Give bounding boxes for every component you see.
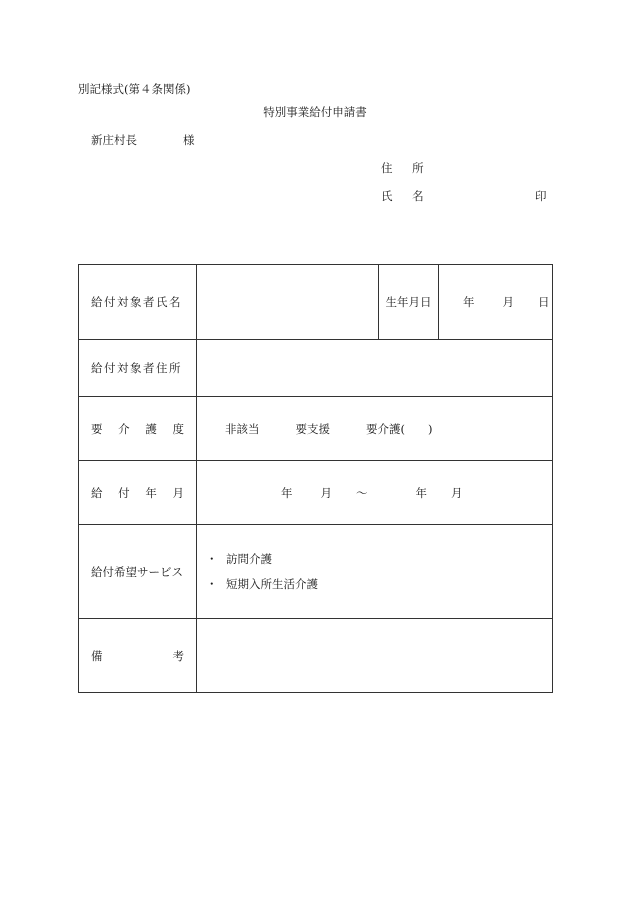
list-item[interactable]	[206, 551, 552, 567]
birthdate-month-unit: 月	[502, 295, 514, 309]
care-option-care-required[interactable]: 要介護( )	[366, 421, 433, 436]
desired-service-options	[197, 525, 553, 619]
birthdate-label: 生年月日	[379, 265, 439, 340]
remarks-field[interactable]	[197, 619, 553, 693]
period-from-month-unit: 月	[320, 485, 332, 500]
recipient-address-label: 給付対象者住所	[79, 340, 197, 397]
period-tilde: 〜	[356, 485, 368, 500]
list-item[interactable]	[206, 576, 552, 592]
remarks-label: 備 考	[79, 619, 197, 693]
table-row	[79, 525, 553, 619]
birthdate-day-unit: 日	[538, 295, 550, 309]
application-table	[78, 264, 553, 693]
care-level-options	[197, 397, 553, 461]
document-title: 特別事業給付申請書	[263, 105, 367, 119]
table-row	[79, 397, 553, 461]
table-row	[79, 619, 553, 693]
recipient-name-field[interactable]	[197, 265, 379, 340]
bullet-icon: ・	[206, 577, 218, 591]
care-level-label: 要 介 護 度	[79, 397, 197, 461]
period-to-year-unit: 年	[415, 485, 427, 500]
applicant-address-label: 住 所	[381, 161, 432, 175]
service-short-stay: 短期入所生活介護	[226, 577, 318, 591]
bullet-icon: ・	[206, 552, 218, 566]
benefit-period-field[interactable]	[197, 461, 553, 525]
table-row	[79, 461, 553, 525]
care-option-support-required[interactable]: 要支援	[295, 421, 330, 436]
table-row	[79, 340, 553, 397]
care-option-not-applicable[interactable]: 非該当	[225, 421, 260, 436]
addressee-honorific: 様	[183, 133, 195, 147]
benefit-period-label: 給 付 年 月	[79, 461, 197, 525]
service-home-care: 訪問介護	[226, 552, 272, 566]
desired-service-label: 給付希望サービス	[79, 525, 197, 619]
seal-mark: 印	[535, 189, 547, 203]
period-to-month-unit: 月	[451, 485, 463, 500]
recipient-address-field[interactable]	[197, 340, 553, 397]
table-row	[79, 265, 553, 340]
form-number: 別記様式(第４条関係)	[78, 82, 191, 96]
addressee	[91, 132, 195, 148]
birthdate-field[interactable]	[439, 265, 553, 340]
recipient-name-label: 給付対象者氏名	[79, 265, 197, 340]
period-from-year-unit: 年	[281, 485, 293, 500]
birthdate-year-unit: 年	[463, 295, 475, 309]
addressee-name: 新庄村長	[91, 133, 137, 147]
applicant-name-label: 氏 名	[381, 189, 432, 203]
